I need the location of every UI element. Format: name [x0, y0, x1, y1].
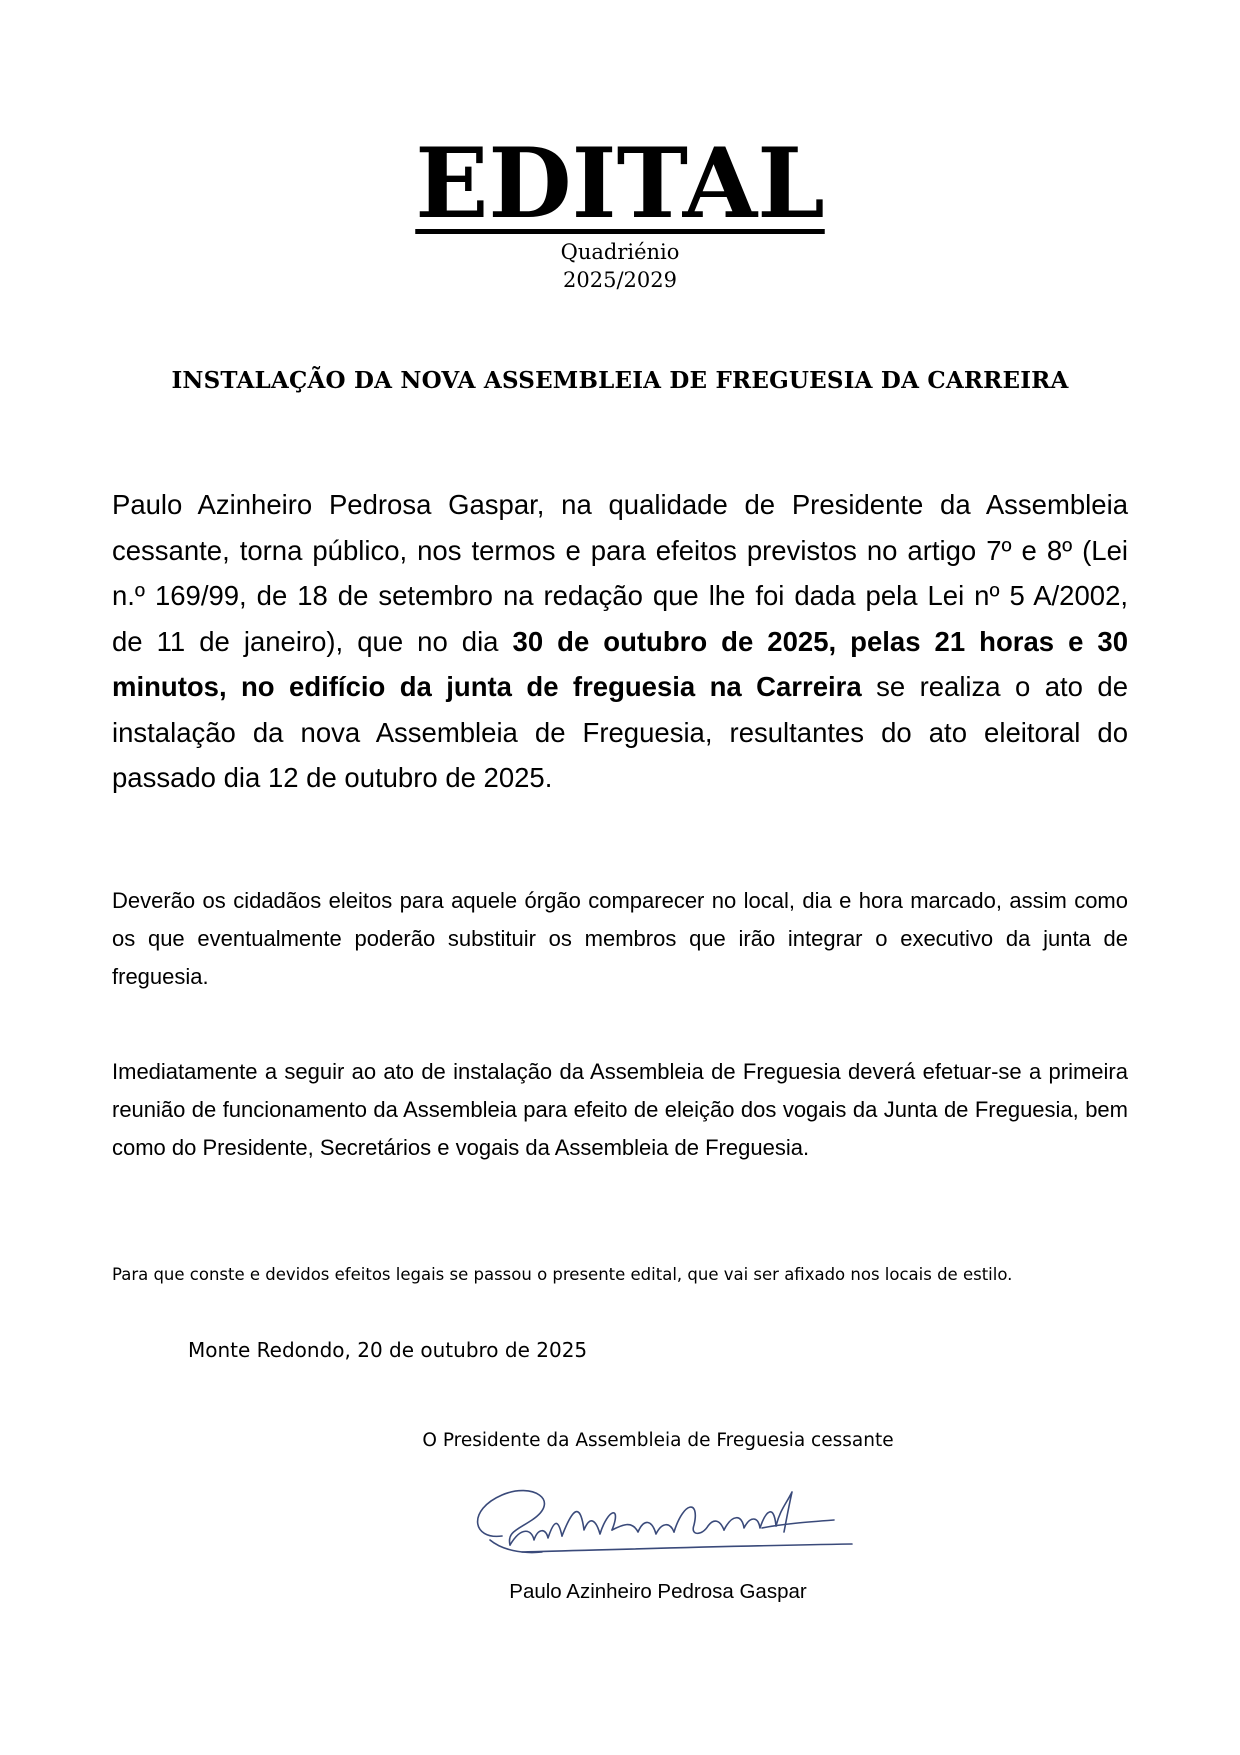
document-subtitle-period-years: 2025/2029 [563, 268, 677, 292]
place-date: Monte Redondo, 20 de outubro de 2025 [188, 1338, 588, 1362]
paragraph-announcement-outro: se realiza o ato de instalação da nova Assembleia de Freguesia, resultantes do ato eleitoral do passado dia 12 de outubro de 2025. [112, 671, 1128, 793]
signer-name: Paulo Azinheiro Pedrosa Gaspar [509, 1580, 807, 1603]
paragraph-first-meeting: Imediatamente a seguir ao ato de instalação da Assembleia de Freguesia deverá efetuar-se a primeira reunião de funcionamento da Assembleia para efeito de eleição dos vogais da Junta de Freguesia, bem como do Presidente, Secretários e vogais da Assembleia de Freguesia. [112, 1059, 1128, 1160]
document-title [0, 128, 1240, 240]
document-heading: INSTALAÇÃO DA NOVA ASSEMBLEIA DE FREGUESIA DA CARREIRA [171, 367, 1069, 394]
closing-note: Para que conste e devidos efeitos legais se passou o presente edital, que vai ser afixado nos locais de estilo. [112, 1265, 1013, 1284]
paragraph-announcement-intro: Paulo Azinheiro Pedrosa Gaspar, na qualidade de Presidente da Assembleia cessante, torna público, nos termos e para efeitos previstos no artigo 7º e 8º (Lei n.º 169/99, de 18 de setembro na redação que lhe foi dada pela Lei nº 5 A/2002, de 11 de janeiro), que no dia [112, 489, 1128, 657]
paragraph-attendance: Deverão os cidadãos eleitos para aquele órgão comparecer no local, dia e hora marcado, assim como os que eventualmente poderão substituir os membros que irão integrar o executivo da junta de freguesia. [112, 888, 1128, 989]
paragraph-announcement [112, 482, 1128, 801]
handwritten-signature [462, 1470, 862, 1570]
signer-role: O Presidente da Assembleia de Freguesia cessante [422, 1430, 894, 1451]
document-title-text: EDITAL [415, 127, 825, 240]
paragraph-announcement-emphasis: 30 de outubro de 2025, pelas 21 horas e 30 minutos, no edifício da junta de freguesia na Carreira [112, 625, 1128, 702]
document-subtitle-period-label: Quadriénio [560, 240, 680, 264]
